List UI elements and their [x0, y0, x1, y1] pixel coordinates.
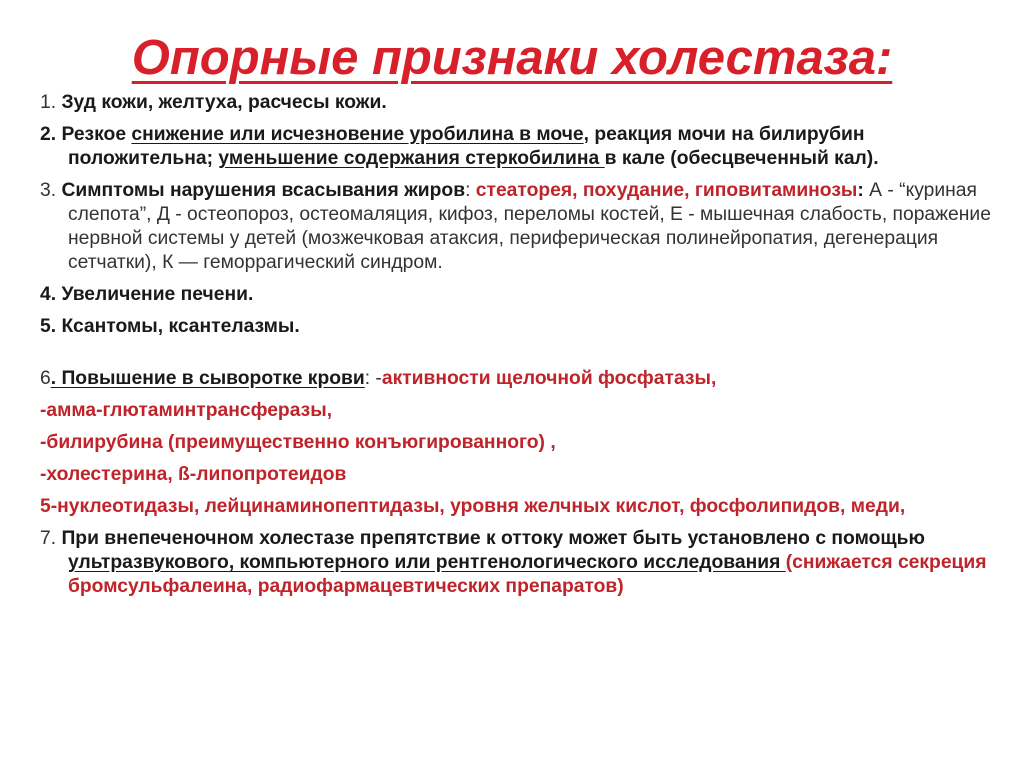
item-2-underlined-1: снижение или исчезновение уробилина в моче — [131, 124, 584, 145]
item-6-line-5: 5-нуклеотидазы, лейцинаминопептидазы, уровня желчных кислот, фосфолипидов, меди, — [40, 496, 906, 517]
item-4-number: 4. — [40, 284, 57, 305]
item-5 — [40, 315, 1010, 339]
item-2 — [40, 123, 1010, 171]
item-3 — [40, 179, 1010, 275]
slide-title — [0, 30, 1024, 86]
item-2-part1: Резкое — [61, 124, 132, 145]
item-6-colon: : - — [364, 368, 382, 389]
item-3-colon-1: : — [465, 180, 476, 201]
item-3-number: 3. — [40, 180, 57, 201]
item-3-bold: Симптомы нарушения всасывания жиров — [61, 180, 466, 201]
item-3-red: стеаторея, похудание, гиповитаминозы — [475, 180, 858, 201]
item-7-red: (снижается секреция бромсульфалеина, радиофармацевтических препаратов) — [68, 552, 987, 597]
item-4-text: Увеличение печени. — [61, 284, 254, 305]
item-2-number: 2. — [40, 124, 57, 145]
slide-title-text: Опорные признаки холестаза: — [131, 31, 893, 85]
item-6-underlined: . Повышение в сыворотке крови — [50, 368, 365, 389]
item-5-text: Ксантомы, ксантелазмы. — [61, 316, 300, 337]
item-2-underlined-2: уменьшение содержания стеркобилина — [218, 148, 605, 169]
item-6-line-2: -амма-глютаминтрансферазы, — [40, 400, 333, 421]
item-7 — [40, 527, 1010, 599]
item-6-red-1: активности щелочной фосфатазы, — [381, 368, 717, 389]
item-6 — [40, 367, 1010, 391]
item-3-colon-2: : — [857, 180, 870, 201]
item-6-line-4: -холестерина, ß-липопротеидов — [40, 464, 347, 485]
item-1-number: 1. — [40, 92, 57, 113]
item-7-part1: При внепеченочном холестазе препятствие к оттоку может быть установлено с помощью — [56, 528, 925, 549]
item-5-number: 5. — [40, 316, 57, 337]
item-2-part3: в кале (обесцвеченный кал). — [604, 148, 879, 169]
item-7-underlined: ультразвукового, компьютерного или рентгенологического исследования — [68, 552, 786, 573]
item-3-rest: А - “куриная слепота”, Д - остеопороз, остеомаляция, кифоз, переломы костей, Е - мышечная слабость, поражение нервной системы у детей (мозжечковая атаксия, периферическая полинейропатия, дегенерация сетчатки), К — геморрагический синдром. — [68, 180, 991, 273]
item-4 — [40, 283, 1010, 307]
item-1 — [40, 91, 1010, 115]
item-2-part2: , реакция мочи на билирубин положительна; — [68, 124, 865, 169]
content-body — [40, 91, 1010, 599]
item-6-number: 6 — [40, 368, 51, 389]
item-6-line-3: -билирубина (преимущественно конъюгированного) , — [40, 432, 556, 453]
item-1-text: Зуд кожи, желтуха, расчесы кожи. — [61, 92, 387, 113]
item-7-number: 7. — [40, 528, 57, 549]
